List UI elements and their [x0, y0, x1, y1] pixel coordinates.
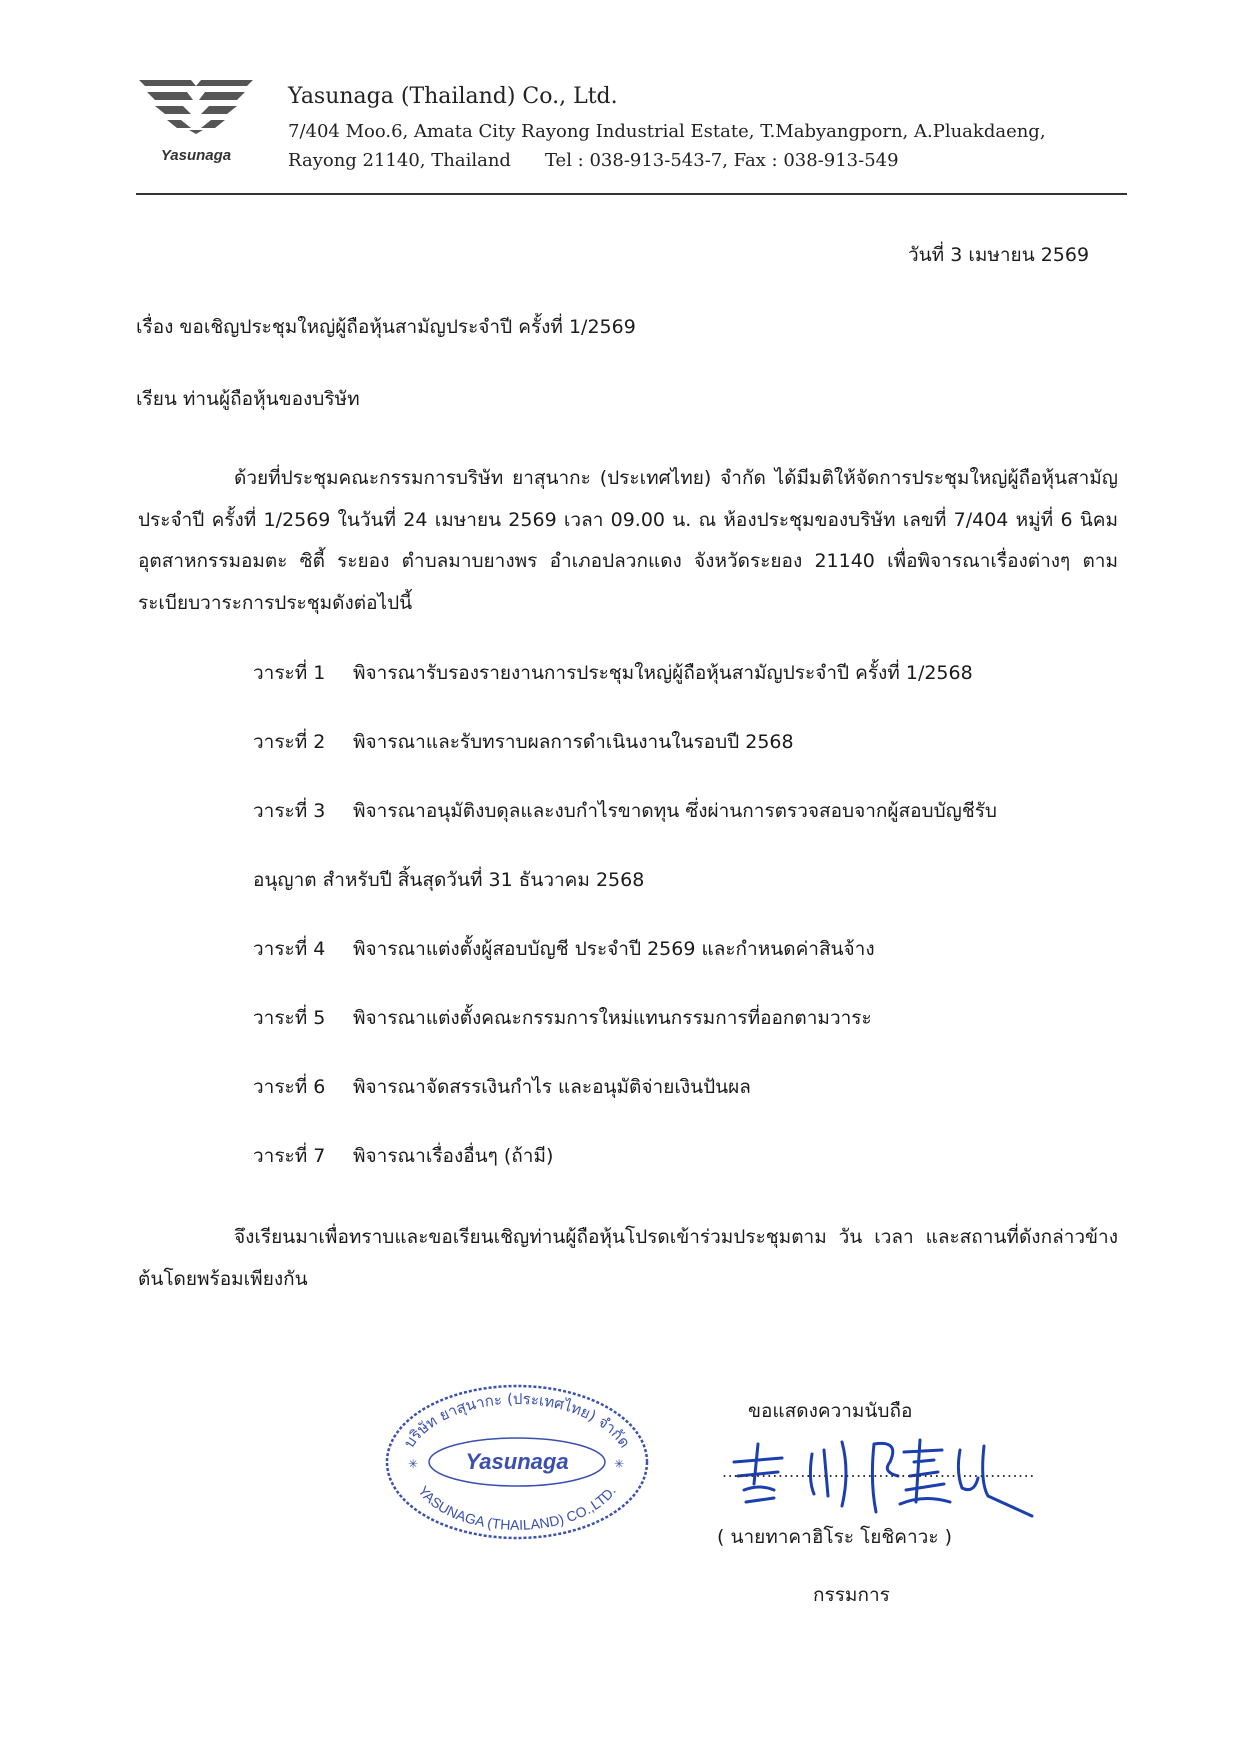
paragraph-intro: ด้วยที่ประชุมคณะกรรมการบริษัท ยาสุนากะ (ประเทศไทย) จำกัด ได้มีมติให้จัดการประชุมใหญ่ผู้ถือหุ้นสามัญประจำปี ครั้งที่ 1/2569 ในวันที่ 24 เมษายน 2569 เวลา 09.00 น. ณ ห้องประชุมของบริษัท เลขที่ 7/404 หมู่ที่ 6 นิคมอุตสาหกรรมอมตะ ซิตี้ ระยอง ตำบลมาบยางพร อำเภอปลวกแดง จังหวัดระยอง 21140 เพื่อพิจารณาเรื่องต่างๆ ตามระเบียบวาระการประชุมดังต่อไปนี้ — [138, 467, 1118, 614]
company-address-line1: 7/404 Moo.6, Amata City Rayong Industrial Estate, T.Mabyangporn, A.Pluakdaeng, — [288, 121, 1046, 142]
letter-subject: เรื่อง ขอเชิญประชุมใหญ่ผู้ถือหุ้นสามัญประจำปี ครั้งที่ 1/2569 — [136, 316, 636, 338]
stamp-top-text: บริษัท ยาสุนากะ (ประเทศไทย) จำกัด — [400, 1389, 634, 1452]
company-name: Yasunaga (Thailand) Co., Ltd. — [288, 84, 618, 109]
agenda-number: วาระที่ 6 — [253, 1076, 326, 1098]
signer-position: กรรมการ — [813, 1584, 890, 1606]
signature-line: ........................................................ — [722, 1462, 1035, 1481]
agenda-text: พิจารณาแต่งตั้งผู้สอบบัญชี ประจำปี 2569 และกำหนดค่าสินจ้าง — [353, 938, 875, 960]
company-address-line2 — [288, 150, 899, 171]
agenda-item — [253, 1141, 553, 1171]
stamp-bottom-text: YASUNAGA (THAILAND) CO.,LTD. — [415, 1482, 619, 1533]
agenda-number: วาระที่ 7 — [253, 1145, 326, 1167]
company-contact: Tel : 038-913-543-7, Fax : 038-913-549 — [544, 150, 899, 171]
letter-date: วันที่ 3 เมษายน 2569 — [908, 244, 1090, 266]
agenda-text: พิจารณารับรองรายงานการประชุมใหญ่ผู้ถือหุ้นสามัญประจำปี ครั้งที่ 1/2568 — [353, 662, 973, 684]
svg-text:✳: ✳ — [614, 1457, 625, 1471]
agenda-number: วาระที่ 2 — [253, 731, 326, 753]
signer-name: ( นายทาคาฮิโระ โยชิคาวะ ) — [717, 1526, 953, 1548]
agenda-number: วาระที่ 1 — [253, 662, 326, 684]
letter-salutation: เรียน ท่านผู้ถือหุ้นของบริษัท — [136, 388, 360, 410]
agenda-number: วาระที่ 5 — [253, 1007, 326, 1029]
agenda-item — [253, 727, 794, 757]
agenda-text: พิจารณาจัดสรรเงินกำไร และอนุมัติจ่ายเงินปันผล — [353, 1076, 751, 1098]
agenda-number: วาระที่ 4 — [253, 938, 326, 960]
agenda-item — [253, 934, 875, 964]
agenda-number: วาระที่ 3 — [253, 800, 326, 822]
yasunaga-logo — [137, 78, 255, 168]
agenda-text: พิจารณาและรับทราบผลการดำเนินงานในรอบปี 2568 — [353, 731, 794, 753]
stamp-center-text: Yasunaga — [465, 1449, 569, 1474]
svg-text:✳: ✳ — [408, 1457, 419, 1471]
agenda-text: พิจารณาอนุมัติงบดุลและงบกำไรขาดทุน ซึ่งผ่านการตรวจสอบจากผู้สอบบัญชีรับ — [353, 800, 997, 822]
agenda-text: พิจารณาเรื่องอื่นๆ (ถ้ามี) — [353, 1145, 554, 1167]
agenda-item — [253, 796, 997, 826]
company-address-city: Rayong 21140, Thailand — [288, 150, 511, 171]
company-stamp — [382, 1382, 652, 1542]
letterhead-divider — [136, 193, 1127, 195]
logo-wordmark: Yasunaga — [160, 147, 232, 164]
agenda-3-continuation: อนุญาต สำหรับปี สิ้นสุดวันที่ 31 ธันวาคม 2568 — [253, 869, 645, 891]
agenda-text: พิจารณาแต่งตั้งคณะกรรมการใหม่แทนกรรมการที่ออกตามวาระ — [353, 1007, 872, 1029]
closing-regards: ขอแสดงความนับถือ — [748, 1400, 913, 1422]
agenda-item — [253, 1072, 751, 1102]
paragraph-closing: จึงเรียนมาเพื่อทราบและขอเรียนเชิญท่านผู้ถือหุ้นโปรดเข้าร่วมประชุมตาม วัน เวลา และสถานที่ดังกล่าวข้างต้นโดยพร้อมเพียงกัน — [138, 1226, 1118, 1290]
agenda-item — [253, 658, 973, 688]
agenda-item — [253, 1003, 872, 1033]
